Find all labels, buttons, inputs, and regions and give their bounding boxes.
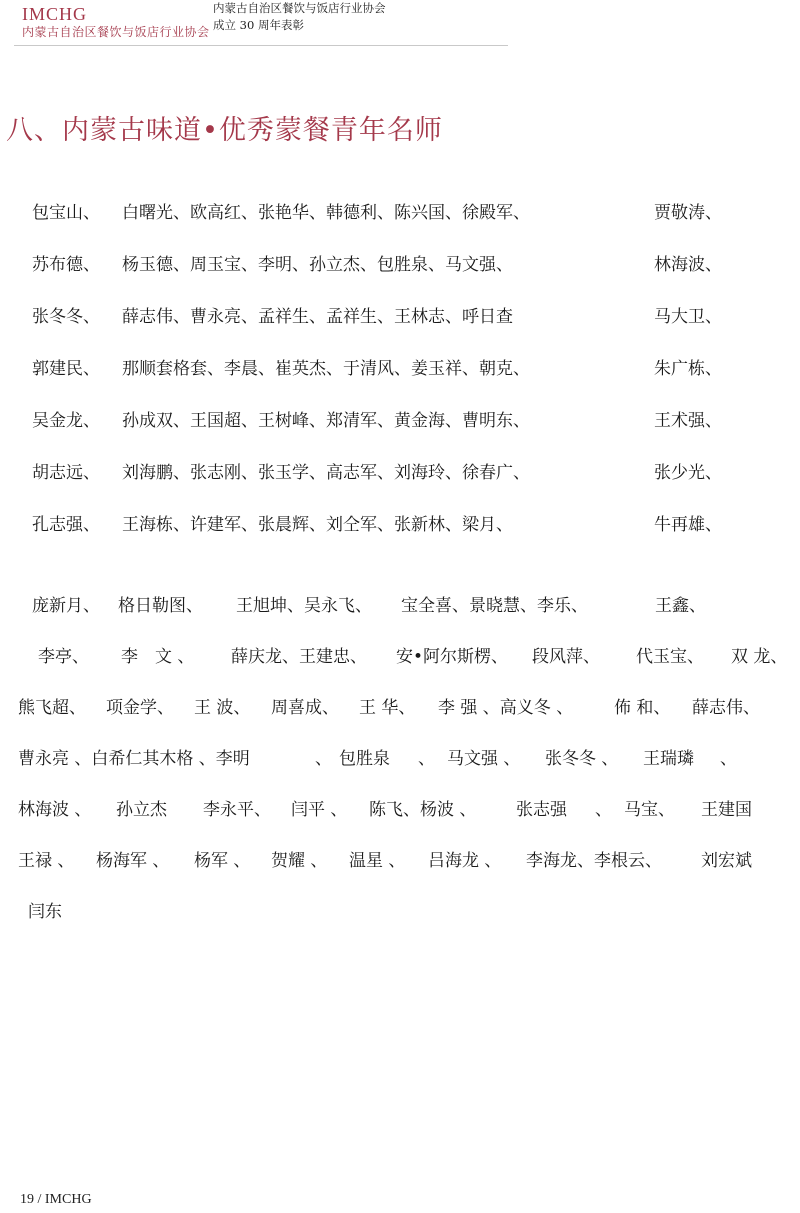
name-cell: 刘宏斌 <box>701 851 752 871</box>
name-cell: 那顺套格套、李晨、崔英杰、于清风、姜玉祥、朝克、 <box>122 359 530 379</box>
name-cell: 、 <box>720 749 737 769</box>
name-cell: 、 <box>315 749 332 769</box>
name-cell: 包宝山、 <box>32 203 100 223</box>
name-cell: 李亭、 <box>38 647 89 667</box>
name-row <box>0 198 800 222</box>
name-cell: 马文强 、 <box>447 749 521 769</box>
name-cell: 张冬冬、 <box>32 307 100 327</box>
name-row <box>0 250 800 274</box>
name-cell: 曹永亮 、白希仁其木格 、李明 <box>18 749 250 769</box>
name-cell: 陈飞、杨波 、 <box>369 800 477 820</box>
name-cell: 吕海龙 、 <box>428 851 502 871</box>
name-cell: 苏布德、 <box>32 255 100 275</box>
name-cell: 王 波、 <box>194 698 251 718</box>
header-subtitle <box>213 0 386 34</box>
name-cell: 牛再雄、 <box>654 515 722 535</box>
logo-text-cn: 内蒙古自治区餐饮与饭店行业协会 <box>22 25 210 39</box>
name-cell: 张少光、 <box>654 463 722 483</box>
name-cell: 贾敬涛、 <box>654 203 722 223</box>
name-cell: 闫东 <box>28 902 62 922</box>
name-cell: 薛志伟、曹永亮、孟祥生、孟祥生、王林志、呼日查 <box>122 307 513 327</box>
name-cell: 林海波、 <box>654 255 722 275</box>
name-row <box>0 693 800 717</box>
name-cell: 王海栋、许建军、张晨辉、刘仝军、张新林、梁月、 <box>122 515 513 535</box>
name-cell: 吴金龙、 <box>32 411 100 431</box>
name-cell: 安•阿尔斯楞、 <box>396 647 509 667</box>
header-divider <box>14 45 508 46</box>
header-subtitle-line1: 内蒙古自治区餐饮与饭店行业协会 <box>213 1 386 15</box>
name-cell: 孔志强、 <box>32 515 100 535</box>
name-row <box>0 591 800 615</box>
name-cell: 王建国 <box>701 800 752 820</box>
logo-text-en: IMCHG <box>22 4 88 24</box>
name-cell: 段风萍、 <box>532 647 600 667</box>
name-cell: 张志强 <box>516 800 567 820</box>
section-title: 八、内蒙古味道•优秀蒙餐青年名师 <box>6 115 443 146</box>
name-row <box>0 458 800 482</box>
name-row <box>0 846 800 870</box>
name-cell: 朱广栋、 <box>654 359 722 379</box>
name-cell: 薛庆龙、王建忠、 <box>231 647 367 667</box>
name-cell: 白曙光、欧高红、张艳华、韩德利、陈兴国、徐殿军、 <box>122 203 530 223</box>
name-cell: 王瑞璘 <box>643 749 694 769</box>
header-logo <box>22 4 210 40</box>
name-cell: 李海龙、李根云、 <box>526 851 662 871</box>
name-cell: 薛志伟、 <box>692 698 760 718</box>
name-cell: 马宝、 <box>624 800 675 820</box>
name-cell: 王禄 、 <box>18 851 75 871</box>
name-cell: 王术强、 <box>654 411 722 431</box>
name-row <box>0 406 800 430</box>
name-cell: 李 文 、 <box>121 647 195 667</box>
name-cell: 周喜成、 <box>271 698 339 718</box>
name-cell: 李永平、 <box>203 800 271 820</box>
name-cell: 宝全喜、景晓慧、李乐、 <box>401 596 588 616</box>
name-cell: 、 <box>595 800 612 820</box>
name-cell: 林海波 、 <box>18 800 92 820</box>
name-cell: 王旭坤、吴永飞、 <box>236 596 372 616</box>
name-row <box>0 510 800 534</box>
page-footer: 19 / IMCHG <box>20 1192 92 1207</box>
name-cell: 王 华、 <box>359 698 416 718</box>
name-row <box>0 302 800 326</box>
name-cell: 包胜泉 <box>339 749 390 769</box>
name-cell: 贺耀 、 <box>271 851 328 871</box>
name-cell: 郭建民、 <box>32 359 100 379</box>
name-cell: 熊飞超、 <box>18 698 86 718</box>
name-cell: 马大卫、 <box>654 307 722 327</box>
name-cell: 格日勒图、 <box>118 596 203 616</box>
name-cell: 代玉宝、 <box>636 647 704 667</box>
name-cell: 杨军 、 <box>194 851 251 871</box>
name-row <box>0 354 800 378</box>
name-cell: 李 强 、高义冬 、 <box>438 698 574 718</box>
name-row <box>0 744 800 768</box>
name-cell: 孙立杰 <box>116 800 167 820</box>
name-cell: 闫平 、 <box>291 800 348 820</box>
name-cell: 张冬冬 、 <box>545 749 619 769</box>
name-cell: 项金学、 <box>106 698 174 718</box>
name-cell: 孙成双、王国超、王树峰、郑清军、黄金海、曹明东、 <box>122 411 530 431</box>
name-cell: 双 龙、 <box>731 647 788 667</box>
name-cell: 胡志远、 <box>32 463 100 483</box>
name-cell: 庞新月、 <box>32 596 100 616</box>
name-cell: 、 <box>418 749 435 769</box>
name-cell: 佈 和、 <box>614 698 671 718</box>
name-row <box>0 795 800 819</box>
name-cell: 杨海军 、 <box>96 851 170 871</box>
name-cell: 温星 、 <box>349 851 406 871</box>
name-row <box>0 897 800 921</box>
name-cell: 杨玉德、周玉宝、李明、孙立杰、包胜泉、马文强、 <box>122 255 513 275</box>
header-subtitle-line2: 成立 30 周年表彰 <box>213 18 304 32</box>
name-row <box>0 642 800 666</box>
name-cell: 刘海鹏、张志刚、张玉学、高志军、刘海玲、徐春广、 <box>122 463 530 483</box>
name-cell: 王鑫、 <box>655 596 706 616</box>
